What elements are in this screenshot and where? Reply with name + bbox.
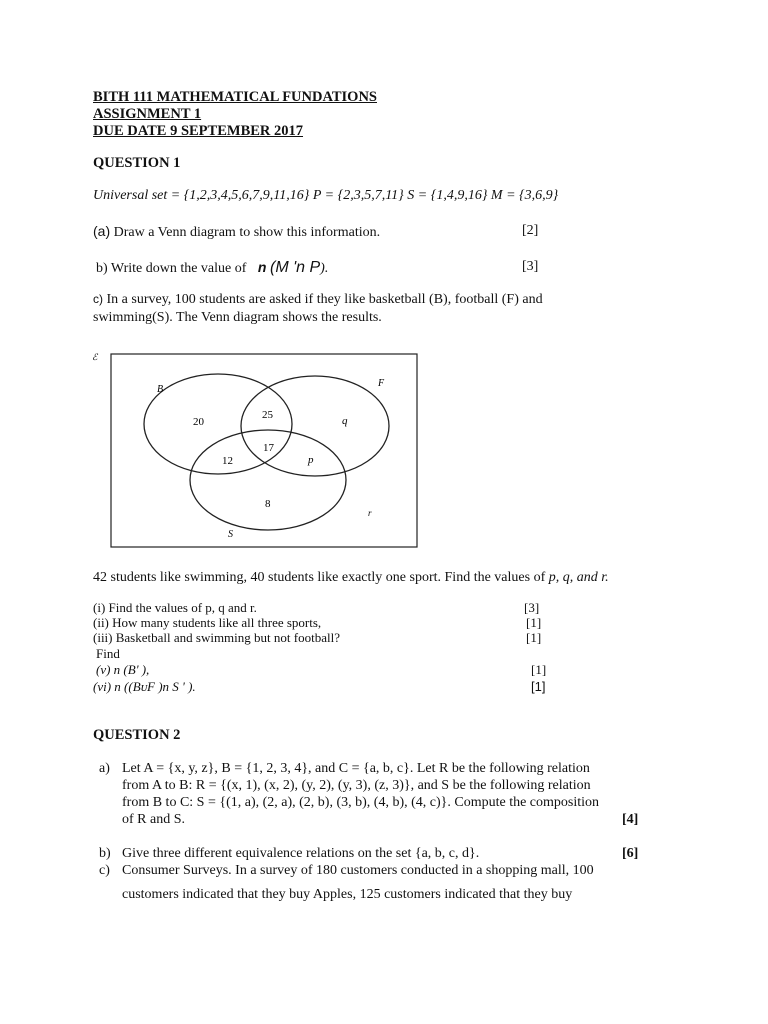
label-r: r <box>368 508 372 518</box>
q2-a-line2: from A to B: R = {(x, 1), (x, 2), (y, 2), (y, 3), (z, 3)}, and S be the following relation <box>122 778 591 793</box>
part-b-marks: [3] <box>522 259 539 274</box>
part-b-n: n <box>257 259 267 275</box>
region-f-only: q <box>342 415 348 427</box>
part-vi-marks: [1] <box>531 679 546 694</box>
label-b: B <box>157 384 164 395</box>
part-c-letter: c) <box>93 292 103 306</box>
universal-symbol: ℰ <box>92 352 98 362</box>
region-all-three: 17 <box>263 442 274 454</box>
question-1c-line2: swimming(S). The Venn diagram shows the results. <box>93 310 382 325</box>
region-b-only: 20 <box>193 416 204 428</box>
question-1-title: QUESTION 1 <box>93 155 181 171</box>
circle-football <box>241 376 389 476</box>
question-2-title: QUESTION 2 <box>93 727 181 743</box>
question-1c-line1: c) In a survey, 100 students are asked if they like basketball (B), football (F) and <box>93 292 543 307</box>
label-f: F <box>378 378 385 389</box>
q2-b-label: b) <box>99 846 111 861</box>
survey-statement: 42 students like swimming, 40 students like exactly one sport. Find the values of p, q, and r. <box>93 570 609 585</box>
region-b-f-only: 25 <box>262 409 273 421</box>
part-ii: (ii) How many students like all three sports, <box>93 615 322 630</box>
part-v: (v) n (B' ), <box>96 662 150 677</box>
part-a-letter: (a) <box>93 223 111 239</box>
find-label: Find <box>96 646 120 661</box>
q2-c-line2: customers indicated that they buy Apples, 125 customers indicated that they buy <box>122 887 573 902</box>
circle-basketball <box>144 374 292 474</box>
part-iii-marks: [1] <box>526 630 542 645</box>
question-1a <box>93 223 380 241</box>
region-f-s-only: p <box>308 454 314 466</box>
part-ii-marks: [1] <box>526 615 542 630</box>
question-1b <box>96 259 328 277</box>
course-title: BITH 111 MATHEMATICAL FUNDATIONS <box>93 89 377 105</box>
region-b-s-only: 12 <box>222 455 233 467</box>
assignment-title: ASSIGNMENT 1 <box>93 106 202 122</box>
part-a-text: Draw a Venn diagram to show this information. <box>110 225 381 240</box>
part-v-marks: [1] <box>531 662 547 677</box>
part-a-marks: [2] <box>522 223 539 238</box>
q2-a-marks: [4] <box>622 812 639 827</box>
q2-c-label: c) <box>99 863 110 878</box>
venn-diagram <box>80 340 440 560</box>
part-i: (i) Find the values of p, q and r. <box>93 600 257 615</box>
part-b-expression: (M 'n P <box>269 259 321 276</box>
region-s-only: 8 <box>265 498 271 510</box>
part-iii: (iii) Basketball and swimming but not football? <box>93 630 340 645</box>
universal-set-line: Universal set = {1,2,3,4,5,6,7,9,11,16} P = {2,3,5,7,11} S = {1,4,9,16} M = {3,6,9} <box>93 188 559 203</box>
q2-a-line1: Let A = {x, y, z}, B = {1, 2, 3, 4}, and C = {a, b, c}. Let R be the following relation <box>122 761 590 776</box>
label-s: S <box>228 529 233 540</box>
due-date: DUE DATE 9 SEPTEMBER 2017 <box>93 123 304 139</box>
part-i-marks: [3] <box>524 600 540 615</box>
part-vi: (vi) n ((BᴜF )n S ' ). <box>93 679 196 694</box>
q2-b-text: Give three different equivalence relations on the set {a, b, c, d}. <box>122 846 480 861</box>
part-b-text: b) Write down the value of <box>96 261 247 276</box>
q2-c-line1: Consumer Surveys. In a survey of 180 customers conducted in a shopping mall, 100 <box>122 863 594 878</box>
part-b-expression-end: ). <box>320 261 329 276</box>
q2-a-line4: of R and S. <box>122 812 185 827</box>
q2-a-line3: from B to C: S = {(1, a), (2, a), (2, b), (3, b), (4, b), (4, c)}. Compute the composition <box>122 795 600 810</box>
q2-b-marks: [6] <box>622 846 639 861</box>
q2-a-label: a) <box>99 761 110 776</box>
